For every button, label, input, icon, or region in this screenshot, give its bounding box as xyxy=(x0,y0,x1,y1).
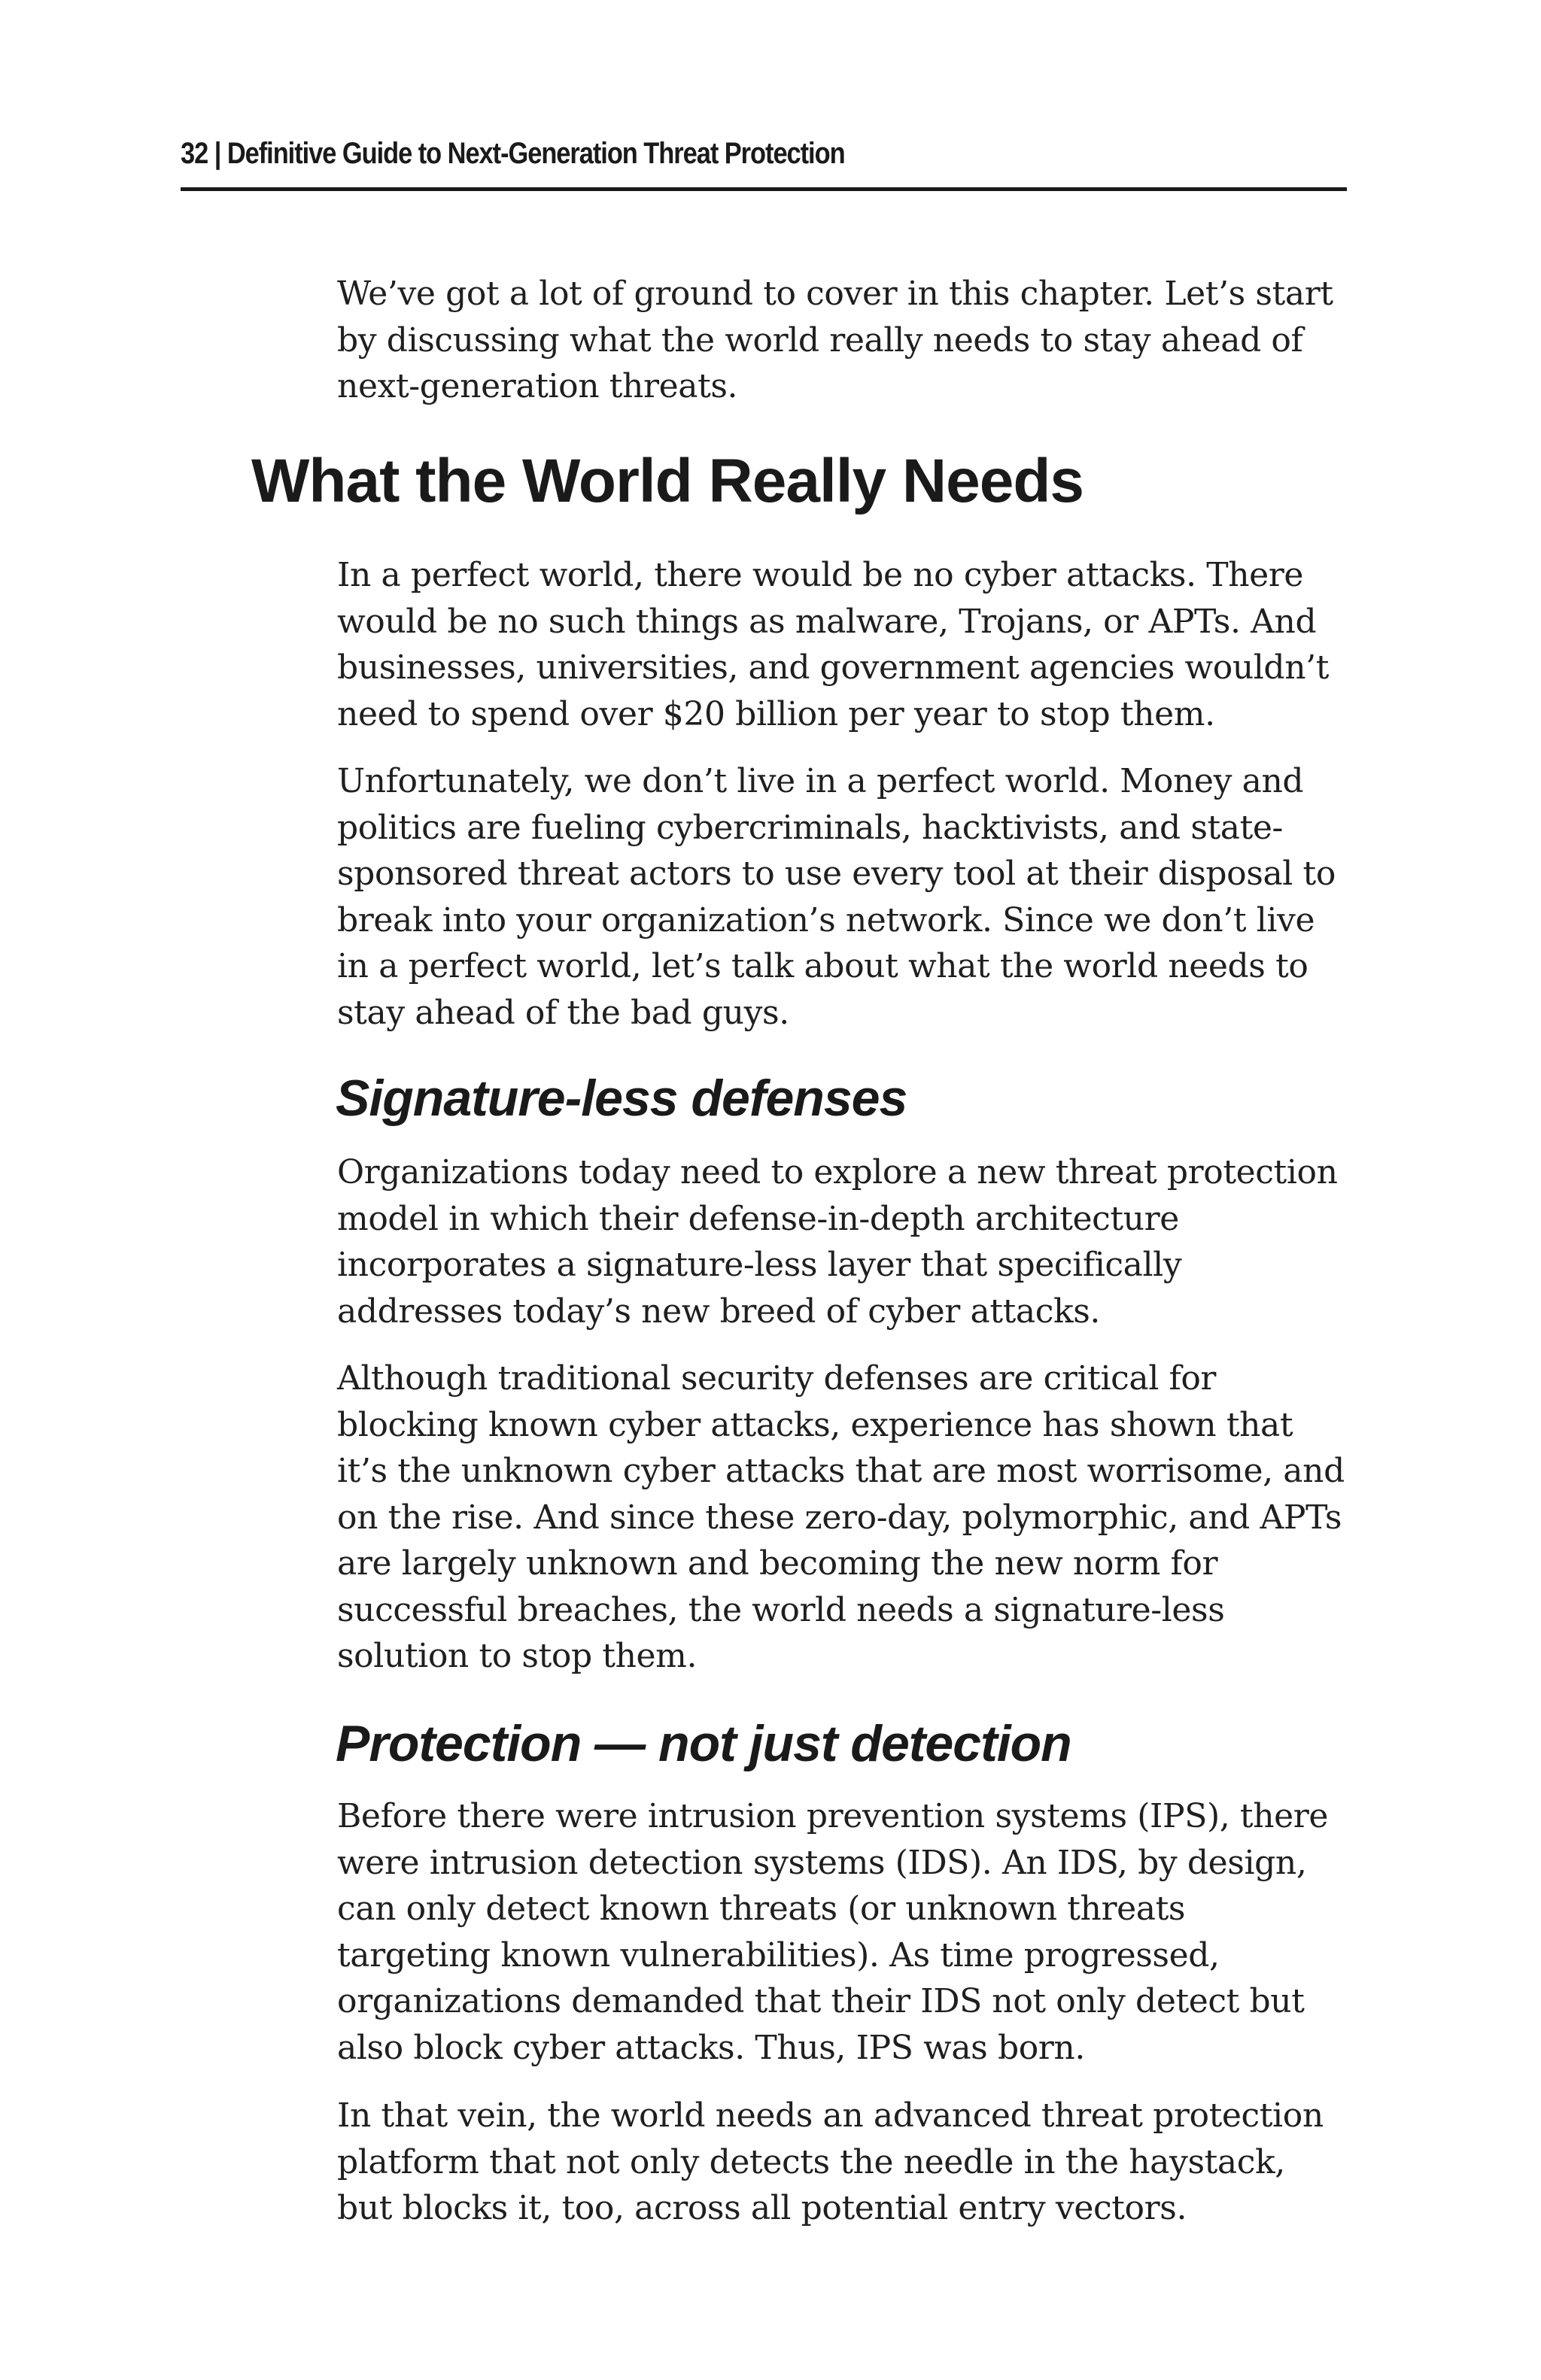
subsection-2-paragraph-2: In that vein, the world needs an advanced threat protection platform that not only detects the needle in the haystack, but blocks it, too, across all potential entry vectors. xyxy=(337,2096,1324,2227)
running-head xyxy=(181,134,1347,191)
section-paragraph-2: Unfortunately, we don’t live in a perfect world. Money and politics are fueling cybercriminals, hacktivists, and state-sponsored threat actors to use every tool at their disposal to break into your organization’s network. Since we don’t live in a perfect world, let’s talk about what the world needs to stay ahead of the bad guys. xyxy=(337,762,1336,1032)
section-heading: What the World Really Needs xyxy=(251,447,1084,515)
running-head-text: 32 | Definitive Guide to Next-Generation Threat Protection xyxy=(181,137,845,170)
subsection-1-paragraph-2: Although traditional security defenses are critical for blocking known cyber attacks, experience has shown that it’s the unknown cyber attacks that are most worrisome, and on the rise. And since these zero-day, polymorphic, and APTs are largely unknown and becoming the new norm for successful breaches, the world needs a signature-less solution to stop them. xyxy=(337,1359,1345,1675)
section-paragraph-1: In a perfect world, there would be no cyber attacks. There would be no such things as malware, Trojans, or APTs. And businesses, universities, and government agencies wouldn’t need to spend over $20 billion per year to stop them. xyxy=(337,556,1330,733)
subsection-heading-protection: Protection — not just detection xyxy=(336,1715,1071,1772)
subsection-2-paragraph-1: Before there were intrusion prevention systems (IPS), there were intrusion detection systems (IDS). An IDS, by design, can only detect known threats (or unknown threats targeting known vulnerabilities). As time progressed, organizations demanded that their IDS not only detect but also block cyber attacks. Thus, IPS was born. xyxy=(337,1797,1329,2067)
subsection-1-paragraph-1: Organizations today need to explore a new threat protection model in which their defense-in-depth architecture incorporates a signature-less layer that specifically addresses today’s new breed of cyber attacks. xyxy=(337,1153,1338,1331)
subsection-heading-signature-less: Signature-less defenses xyxy=(336,1070,907,1127)
intro-paragraph: We’ve got a lot of ground to cover in this chapter. Let’s start by discussing what the world really needs to stay ahead of next-generation threats. xyxy=(337,275,1333,405)
